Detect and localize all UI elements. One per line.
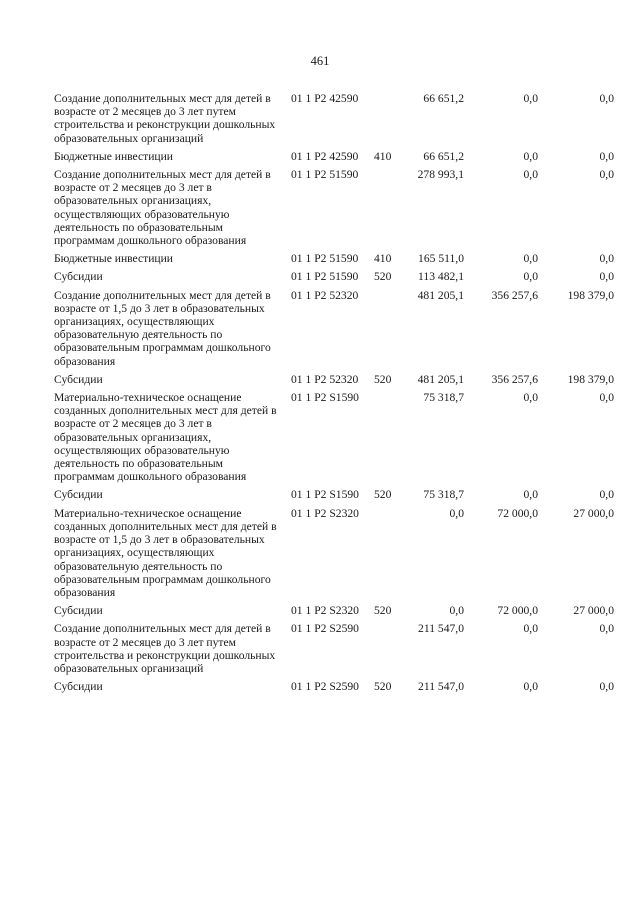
row-amount-year-3: 0,0 — [599, 168, 614, 182]
row-name: Субсидии — [54, 604, 103, 618]
row-amount-year-1: 211 547,0 — [418, 622, 464, 636]
row-amount-year-1: 66 651,2 — [423, 149, 464, 163]
table-row — [54, 289, 614, 368]
row-name: Материально-техническое оснащение созданных дополнительных мест для детей в возрасте от 1,5 до 3 лет в образовательных организациях, осуществляющих образовательную деятельность по образовательным программам дошкольного образования — [54, 506, 277, 599]
row-expense-type: 520 — [374, 372, 392, 386]
row-amount-year-3: 0,0 — [599, 149, 614, 163]
row-expense-type: 520 — [374, 604, 392, 618]
table-row — [54, 604, 614, 617]
row-expense-type: 410 — [374, 149, 392, 163]
row-amount-year-2: 0,0 — [523, 270, 538, 284]
row-code: 01 1 Р2 51590 — [291, 168, 359, 182]
row-amount-year-2: 0,0 — [523, 680, 538, 694]
row-name: Бюджетные инвестиции — [54, 149, 174, 163]
row-amount-year-3: 0,0 — [599, 252, 614, 266]
row-amount-year-2: 356 257,6 — [491, 288, 538, 302]
row-expense-type: 520 — [374, 488, 392, 502]
row-code: 01 1 Р2 52320 — [291, 288, 359, 302]
row-amount-year-3: 0,0 — [599, 622, 614, 636]
row-amount-year-3: 27 000,0 — [573, 506, 614, 520]
row-amount-year-1: 481 205,1 — [417, 372, 464, 386]
row-code: 01 1 Р2 51590 — [291, 270, 359, 284]
row-name: Бюджетные инвестиции — [54, 252, 174, 266]
row-amount-year-1: 113 482,1 — [418, 270, 464, 284]
table-row — [54, 252, 614, 265]
row-amount-year-3: 27 000,0 — [573, 604, 614, 618]
row-name: Создание дополнительных мест для детей в возрасте от 2 месяцев до 3 лет в образовательных организациях, осуществляющих образовательную деятельность по образовательным программам дошкольного образования — [54, 168, 271, 248]
row-code: 01 1 Р2 S1590 — [291, 488, 359, 502]
row-amount-year-2: 0,0 — [523, 168, 538, 182]
table-row — [54, 168, 614, 247]
row-amount-year-3: 0,0 — [599, 270, 614, 284]
row-name: Субсидии — [54, 372, 103, 386]
row-name: Субсидии — [54, 680, 103, 694]
row-expense-type: 520 — [374, 680, 392, 694]
row-expense-type: 410 — [374, 252, 392, 266]
row-amount-year-3: 198 379,0 — [567, 372, 614, 386]
row-amount-year-1: 0,0 — [449, 506, 464, 520]
row-amount-year-2: 356 257,6 — [491, 372, 538, 386]
row-amount-year-1: 75 318,7 — [423, 391, 464, 405]
row-name: Создание дополнительных мест для детей в возрасте от 2 месяцев до 3 лет путем строительства и реконструкции дошкольных образовательных организаций — [54, 92, 276, 145]
row-name: Материально-техническое оснащение созданных дополнительных мест для детей в возрасте от 2 месяцев до 3 лет в образовательных организациях, осуществляющих образовательную деятельность по образовательным программам дошкольного образования — [54, 391, 277, 484]
row-amount-year-3: 0,0 — [599, 488, 614, 502]
row-amount-year-2: 0,0 — [523, 488, 538, 502]
row-code: 01 1 Р2 S2590 — [291, 680, 359, 694]
row-code: 01 1 Р2 S2590 — [291, 622, 359, 636]
row-amount-year-2: 72 000,0 — [497, 604, 538, 618]
table-row — [54, 391, 614, 483]
row-amount-year-3: 0,0 — [599, 391, 614, 405]
row-code: 01 1 Р2 S1590 — [291, 391, 359, 405]
row-amount-year-3: 198 379,0 — [567, 288, 614, 302]
row-name: Субсидии — [54, 270, 103, 284]
row-amount-year-2: 72 000,0 — [497, 506, 538, 520]
table-row — [54, 507, 614, 599]
row-amount-year-1: 75 318,7 — [423, 488, 464, 502]
table-row — [54, 680, 614, 693]
row-code: 01 1 Р2 51590 — [291, 252, 359, 266]
row-amount-year-1: 481 205,1 — [417, 288, 464, 302]
row-name: Создание дополнительных мест для детей в возрасте от 2 месяцев до 3 лет путем строительства и реконструкции дошкольных образовательных организаций — [54, 622, 276, 675]
row-code: 01 1 Р2 S2320 — [291, 506, 359, 520]
row-amount-year-2: 0,0 — [523, 149, 538, 163]
row-amount-year-1: 66 651,2 — [423, 92, 464, 105]
row-amount-year-2: 0,0 — [523, 92, 538, 105]
table-row — [54, 622, 614, 675]
table-row — [54, 270, 614, 283]
row-name: Создание дополнительных мест для детей в возрасте от 1,5 до 3 лет в образовательных организациях, осуществляющих образовательную деятельность по образовательным программам дошкольного образования — [54, 288, 271, 368]
row-amount-year-2: 0,0 — [523, 391, 538, 405]
row-expense-type: 520 — [374, 270, 392, 284]
row-code: 01 1 Р2 52320 — [291, 372, 359, 386]
row-amount-year-2: 0,0 — [523, 622, 538, 636]
row-amount-year-1: 165 511,0 — [418, 252, 464, 266]
table-row — [54, 92, 614, 145]
row-code: 01 1 Р2 42590 — [291, 92, 359, 105]
row-code: 01 1 Р2 42590 — [291, 149, 359, 163]
budget-table — [54, 92, 614, 698]
row-amount-year-3: 0,0 — [599, 680, 614, 694]
row-amount-year-2: 0,0 — [523, 252, 538, 266]
row-name: Субсидии — [54, 488, 103, 502]
page-number: 461 — [310, 54, 330, 68]
table-row — [54, 488, 614, 501]
row-code: 01 1 Р2 S2320 — [291, 604, 359, 618]
row-amount-year-1: 278 993,1 — [417, 168, 464, 182]
row-amount-year-1: 0,0 — [449, 604, 464, 618]
row-amount-year-1: 211 547,0 — [418, 680, 464, 694]
row-amount-year-3: 0,0 — [599, 92, 614, 105]
table-row — [54, 373, 614, 386]
table-row — [54, 150, 614, 163]
